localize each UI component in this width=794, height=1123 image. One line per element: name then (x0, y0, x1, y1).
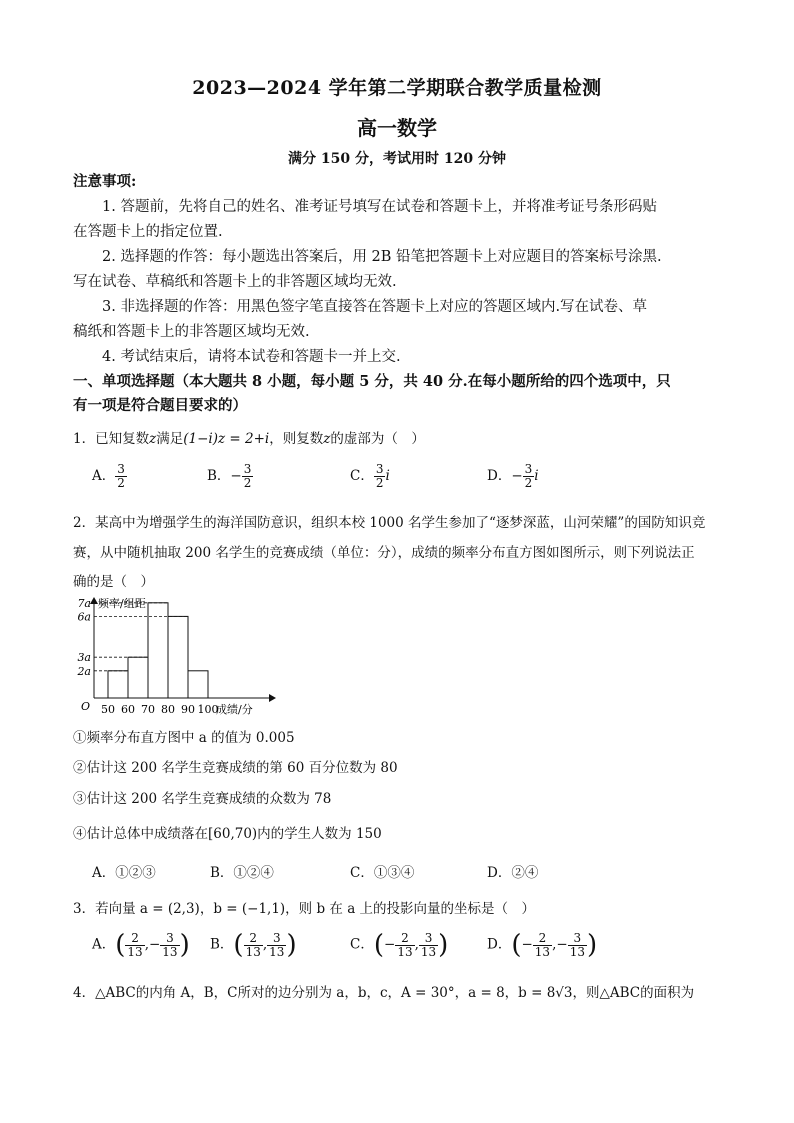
section-1-line-2: 有一项是符合题目要求的） (73, 397, 247, 414)
exam-info: 满分 150 分，考试用时 120 分钟 (288, 151, 506, 167)
question-1-stem: 1．已知复数z满足(1−i)z = 2+i，则复数z的虚部为（ ） (73, 431, 425, 447)
question-1-option-d[interactable]: D．− $\frac{3}{2}$ i (487, 462, 539, 490)
frequency-histogram (70, 594, 280, 722)
histogram-bar-70-80 (148, 603, 168, 698)
section-1-line-1: 一、单项选择题（本大题共 8 小题，每小题 5 分，共 40 分.在每小题所给的四个选项中，只 (73, 373, 671, 390)
question-2-line-2: 赛，从中随机抽取 200 名学生的竞赛成绩（单位：分），成绩的频率分布直方图如图所示，则下列说法正 (73, 545, 695, 561)
question-3-option-c[interactable]: C．(− $\frac{2}{13}$ , $\frac{3}{13}$ ) (350, 930, 449, 960)
statement-2: ②估计这 200 名学生竞赛成绩的第 60 百分位数为 80 (73, 760, 398, 776)
question-2-option-b[interactable]: B．①②④ (210, 865, 274, 881)
x-tick-label: 50 (101, 703, 115, 716)
histogram-bar-90-100 (188, 671, 208, 698)
x-tick-label: 90 (181, 703, 195, 716)
exam-title: 2023—2024 学年第二学期联合教学质量检测 (192, 77, 602, 99)
y-tick-label: 6a (77, 610, 91, 624)
question-1-option-b[interactable]: B．− $\frac{3}{2}$ (207, 462, 252, 490)
note-2-line-1: 2. 选择题的作答：每小题选出答案后，用 2B 铅笔把答题卡上对应题目的答案标号涂黑. (102, 249, 662, 265)
y-tick-label: 7a (77, 596, 91, 610)
notes-heading: 注意事项: (73, 173, 137, 190)
x-tick-label: 100 (197, 703, 219, 716)
y-tick-label: 3a (77, 651, 91, 665)
histogram-bar-80-90 (168, 616, 188, 698)
histogram-bar-60-70 (128, 657, 148, 698)
question-2-line-3: 确的是（ ） (73, 574, 154, 590)
question-3-option-a[interactable]: A．( $\frac{2}{13}$ ,− $\frac{3}{13}$ ) (92, 930, 190, 960)
x-tick-label: 60 (121, 703, 135, 716)
question-2-option-c[interactable]: C．①③④ (350, 865, 415, 881)
question-3-option-b[interactable]: B．( $\frac{2}{13}$ , $\frac{3}{13}$ ) (210, 930, 297, 960)
statement-4: ④估计总体中成绩落在[60,70)内的学生人数为 150 (73, 826, 382, 842)
question-3-stem: 3．若向量 a = (2,3)，b = (−1,1)，则 b 在 a 上的投影向量的坐标是（ ） (73, 901, 536, 917)
x-tick-label: 80 (161, 703, 175, 716)
note-3-line-1: 3. 非选择题的作答：用黑色签字笔直接答在答题卡上对应的答题区域内.写在试卷、草 (102, 299, 648, 315)
histogram-bar-50-60 (108, 671, 128, 698)
y-axis-label: 频率/组距 (98, 597, 146, 610)
statement-1: ①频率分布直方图中 a 的值为 0.005 (73, 730, 295, 746)
statement-3: ③估计这 200 名学生竞赛成绩的众数为 78 (73, 791, 332, 807)
exam-subject: 高一数学 (357, 116, 437, 140)
note-1-line-1: 1. 答题前，先将自己的姓名、准考证号填写在试卷和答题卡上，并将准考证号条形码贴 (102, 199, 657, 215)
question-4-stem: 4．△ABC的内角 A，B，C所对的边分别为 a，b，c，A = 30°，a = 8，b = 8√3，则△ABC的面积为 (73, 985, 695, 1001)
note-4: 4. 考试结束后，请将本试卷和答题卡一并上交. (102, 349, 401, 365)
question-2-option-a[interactable]: A．①②③ (92, 865, 156, 881)
origin-label: O (80, 700, 90, 713)
note-3-line-2: 稿纸和答题卡上的非答题区域均无效. (73, 324, 310, 340)
question-2-option-d[interactable]: D．②④ (487, 865, 539, 881)
question-2-line-1: 2．某高中为增强学生的海洋国防意识，组织本校 1000 名学生参加了“逐梦深蓝，山河荣耀”的国防知识竞 (73, 515, 706, 531)
note-2-line-2: 写在试卷、草稿纸和答题卡上的非答题区域均无效. (73, 274, 397, 290)
question-1-option-c[interactable]: C． $\frac{3}{2}$ i (350, 462, 390, 490)
question-1-option-a[interactable]: A． $\frac{3}{2}$ (92, 462, 125, 490)
x-axis-label: 成绩/分 (216, 703, 253, 716)
question-3-option-d[interactable]: D．(− $\frac{2}{13}$ ,− $\frac{3}{13}$ ) (487, 930, 598, 960)
x-tick-label: 70 (141, 703, 155, 716)
note-1-line-2: 在答题卡上的指定位置. (73, 224, 223, 240)
y-tick-label: 2a (77, 664, 91, 678)
